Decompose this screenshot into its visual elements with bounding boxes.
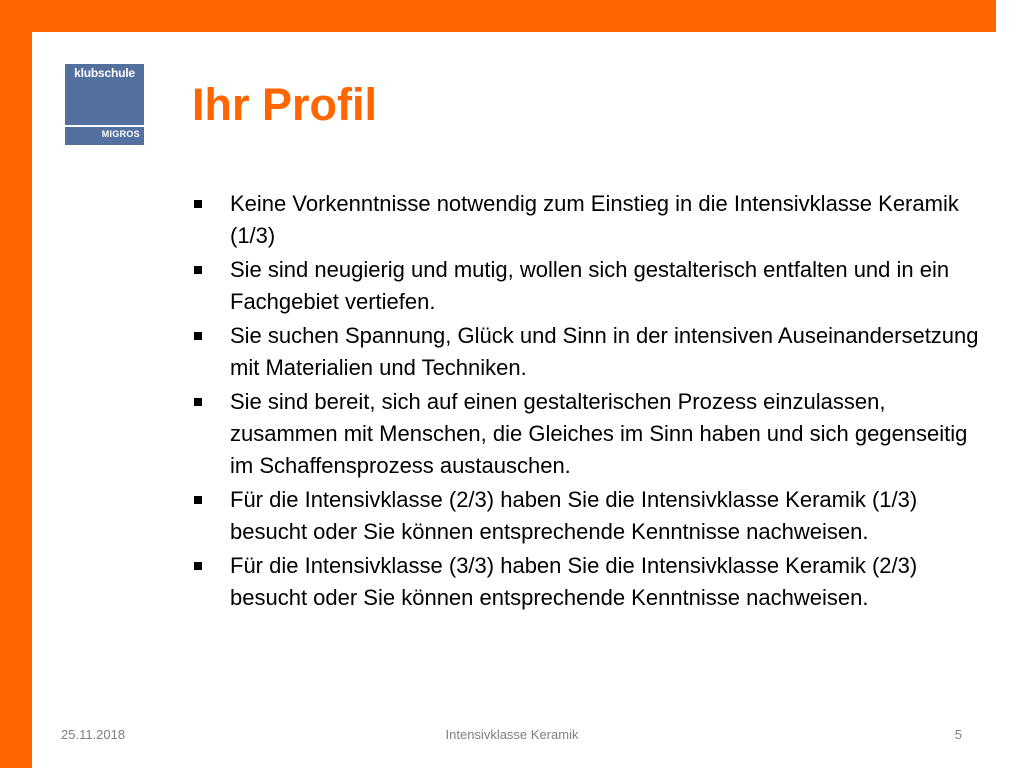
- logo-divider: [65, 125, 144, 127]
- logo-migros-text: MIGROS: [101, 129, 140, 139]
- bullet-item: [190, 484, 980, 548]
- bullet-item: [190, 188, 980, 252]
- logo-klubschule-text: klubschule: [74, 66, 135, 80]
- square-bullet-icon: [194, 332, 202, 340]
- bullet-list: [190, 188, 980, 616]
- footer-page-number: 5: [954, 727, 962, 742]
- footer-date: 25.11.2018: [61, 727, 126, 742]
- bullet-item: [190, 550, 980, 614]
- bullet-text: Sie sind neugierig und mutig, wollen sich gestalterisch entfalten und in ein Fachgebiet vertiefen.: [230, 257, 950, 314]
- square-bullet-icon: [194, 562, 202, 570]
- slide-title: Ihr Profil: [192, 79, 378, 130]
- bullet-text: Für die Intensivklasse (2/3) haben Sie die Intensivklasse Keramik (1/3) besucht oder Sie können entsprechende Kenntnisse nachweisen.: [230, 487, 918, 544]
- orange-frame-top: [0, 0, 996, 32]
- bullet-item: [190, 386, 980, 482]
- bullet-item: [190, 254, 980, 318]
- square-bullet-icon: [194, 266, 202, 274]
- square-bullet-icon: [194, 200, 202, 208]
- klubschule-migros-logo: [65, 64, 144, 145]
- square-bullet-icon: [194, 496, 202, 504]
- bullet-text: Keine Vorkenntnisse notwendig zum Einstieg in die Intensivklasse Keramik (1/3): [230, 191, 959, 248]
- bullet-item: [190, 320, 980, 384]
- orange-frame-left: [0, 0, 32, 768]
- bullet-text: Sie suchen Spannung, Glück und Sinn in der intensiven Auseinandersetzung mit Materialien und Techniken.: [230, 323, 979, 380]
- bullet-text: Für die Intensivklasse (3/3) haben Sie die Intensivklasse Keramik (2/3) besucht oder Sie können entsprechende Kenntnisse nachweisen.: [230, 553, 918, 610]
- square-bullet-icon: [194, 398, 202, 406]
- bullet-text: Sie sind bereit, sich auf einen gestalterischen Prozess einzulassen, zusammen mit Menschen, die Gleiches im Sinn haben und sich gegenseitig im Schaffensprozess austauschen.: [230, 389, 968, 478]
- footer-title: Intensivklasse Keramik: [445, 727, 579, 742]
